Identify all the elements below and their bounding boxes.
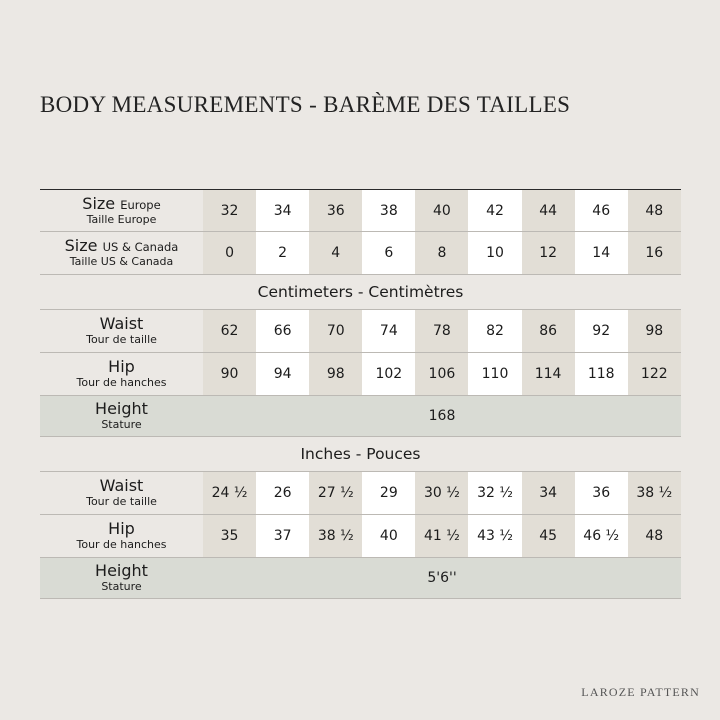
table-cell: 4	[309, 232, 362, 274]
table-cell: 34	[256, 190, 309, 231]
label-main: Height	[95, 399, 148, 419]
table-cell: 44	[522, 190, 575, 231]
brand-logo-text: LAROZE PATTERN	[581, 685, 700, 699]
table-cell: 62	[203, 310, 256, 352]
table-row-in-waist	[40, 472, 681, 515]
table-cell: 30 ½	[415, 472, 468, 514]
label-sub: Tour de taille	[86, 495, 157, 509]
table-cell: 48	[628, 515, 681, 557]
label-main: Hip	[108, 519, 135, 539]
table-cell: 29	[362, 472, 415, 514]
row-label	[40, 190, 203, 231]
table-cell: 36	[575, 472, 628, 514]
row-label	[40, 310, 203, 352]
label-sub: Stature	[101, 580, 142, 594]
table-cell: 24 ½	[203, 472, 256, 514]
label-sub: Tour de hanches	[76, 376, 167, 390]
table-cell: 35	[203, 515, 256, 557]
section-title: Inches - Pouces	[300, 445, 421, 463]
table-cell: 38 ½	[309, 515, 362, 557]
label-main: Hip	[108, 357, 135, 377]
table-cell: 46	[575, 190, 628, 231]
label-main: Size	[82, 193, 116, 213]
table-row-in-height	[40, 558, 681, 599]
table-cell: 78	[415, 310, 468, 352]
table-cell: 32	[203, 190, 256, 231]
table-cell: 41 ½	[415, 515, 468, 557]
label-sub: Tour de hanches	[76, 538, 167, 552]
table-cell: 16	[628, 232, 681, 274]
row-label	[40, 396, 203, 436]
table-cell: 74	[362, 310, 415, 352]
height-value: 5'6''	[427, 570, 457, 586]
table-cell: 26	[256, 472, 309, 514]
table-cell: 40	[415, 190, 468, 231]
table-cell: 2	[256, 232, 309, 274]
table-cell: 98	[628, 310, 681, 352]
table-cell: 12	[522, 232, 575, 274]
table-cell: 37	[256, 515, 309, 557]
size-chart-table	[40, 189, 681, 599]
label-sub: Stature	[101, 418, 142, 432]
table-cell: 92	[575, 310, 628, 352]
table-row-size-europe	[40, 190, 681, 232]
table-cell: 0	[203, 232, 256, 274]
table-cell: 38 ½	[628, 472, 681, 514]
section-title: Centimeters - Centimètres	[257, 283, 464, 301]
table-cell: 10	[468, 232, 521, 274]
table-cell: 66	[256, 310, 309, 352]
table-cell: 114	[522, 353, 575, 395]
label-small: US & Canada	[102, 240, 179, 255]
table-cell: 110	[468, 353, 521, 395]
label-sub: Taille Europe	[86, 212, 157, 226]
table-cell: 94	[256, 353, 309, 395]
table-cell: 32 ½	[468, 472, 521, 514]
table-row-size-us	[40, 232, 681, 275]
row-label	[40, 472, 203, 514]
label-main: Height	[95, 561, 148, 581]
table-row-cm-hip	[40, 353, 681, 396]
table-cell: 70	[309, 310, 362, 352]
table-cell: 82	[468, 310, 521, 352]
label-main: Waist	[99, 314, 144, 334]
table-cell: 86	[522, 310, 575, 352]
table-cell: 14	[575, 232, 628, 274]
table-cell: 42	[468, 190, 521, 231]
table-cell: 27 ½	[309, 472, 362, 514]
table-cell: 43 ½	[468, 515, 521, 557]
section-header-inches	[40, 437, 681, 472]
label-sub: Tour de taille	[86, 333, 157, 347]
row-label	[40, 515, 203, 557]
table-row-cm-waist	[40, 310, 681, 353]
row-label	[40, 558, 203, 598]
table-cell: 36	[309, 190, 362, 231]
label-main: Waist	[99, 476, 144, 496]
table-cell: 102	[362, 353, 415, 395]
table-cell: 106	[415, 353, 468, 395]
table-cell: 34	[522, 472, 575, 514]
table-cell: 38	[362, 190, 415, 231]
table-cell: 46 ½	[575, 515, 628, 557]
row-label	[40, 353, 203, 395]
table-cell: 45	[522, 515, 575, 557]
page-title: BODY MEASUREMENTS - BARÈME DES TAILLES	[40, 92, 571, 117]
table-cell: 118	[575, 353, 628, 395]
label-main: Size	[64, 236, 98, 256]
table-cell: 90	[203, 353, 256, 395]
table-cell: 48	[628, 190, 681, 231]
table-cell: 8	[415, 232, 468, 274]
table-row-cm-height	[40, 396, 681, 437]
row-label	[40, 232, 203, 274]
table-cell: 98	[309, 353, 362, 395]
table-cell: 40	[362, 515, 415, 557]
label-sub: Taille US & Canada	[69, 255, 174, 269]
height-value: 168	[428, 408, 456, 424]
table-row-in-hip	[40, 515, 681, 558]
table-cell: 6	[362, 232, 415, 274]
section-header-centimeters	[40, 275, 681, 310]
table-cell: 122	[628, 353, 681, 395]
label-small: Europe	[120, 197, 161, 212]
